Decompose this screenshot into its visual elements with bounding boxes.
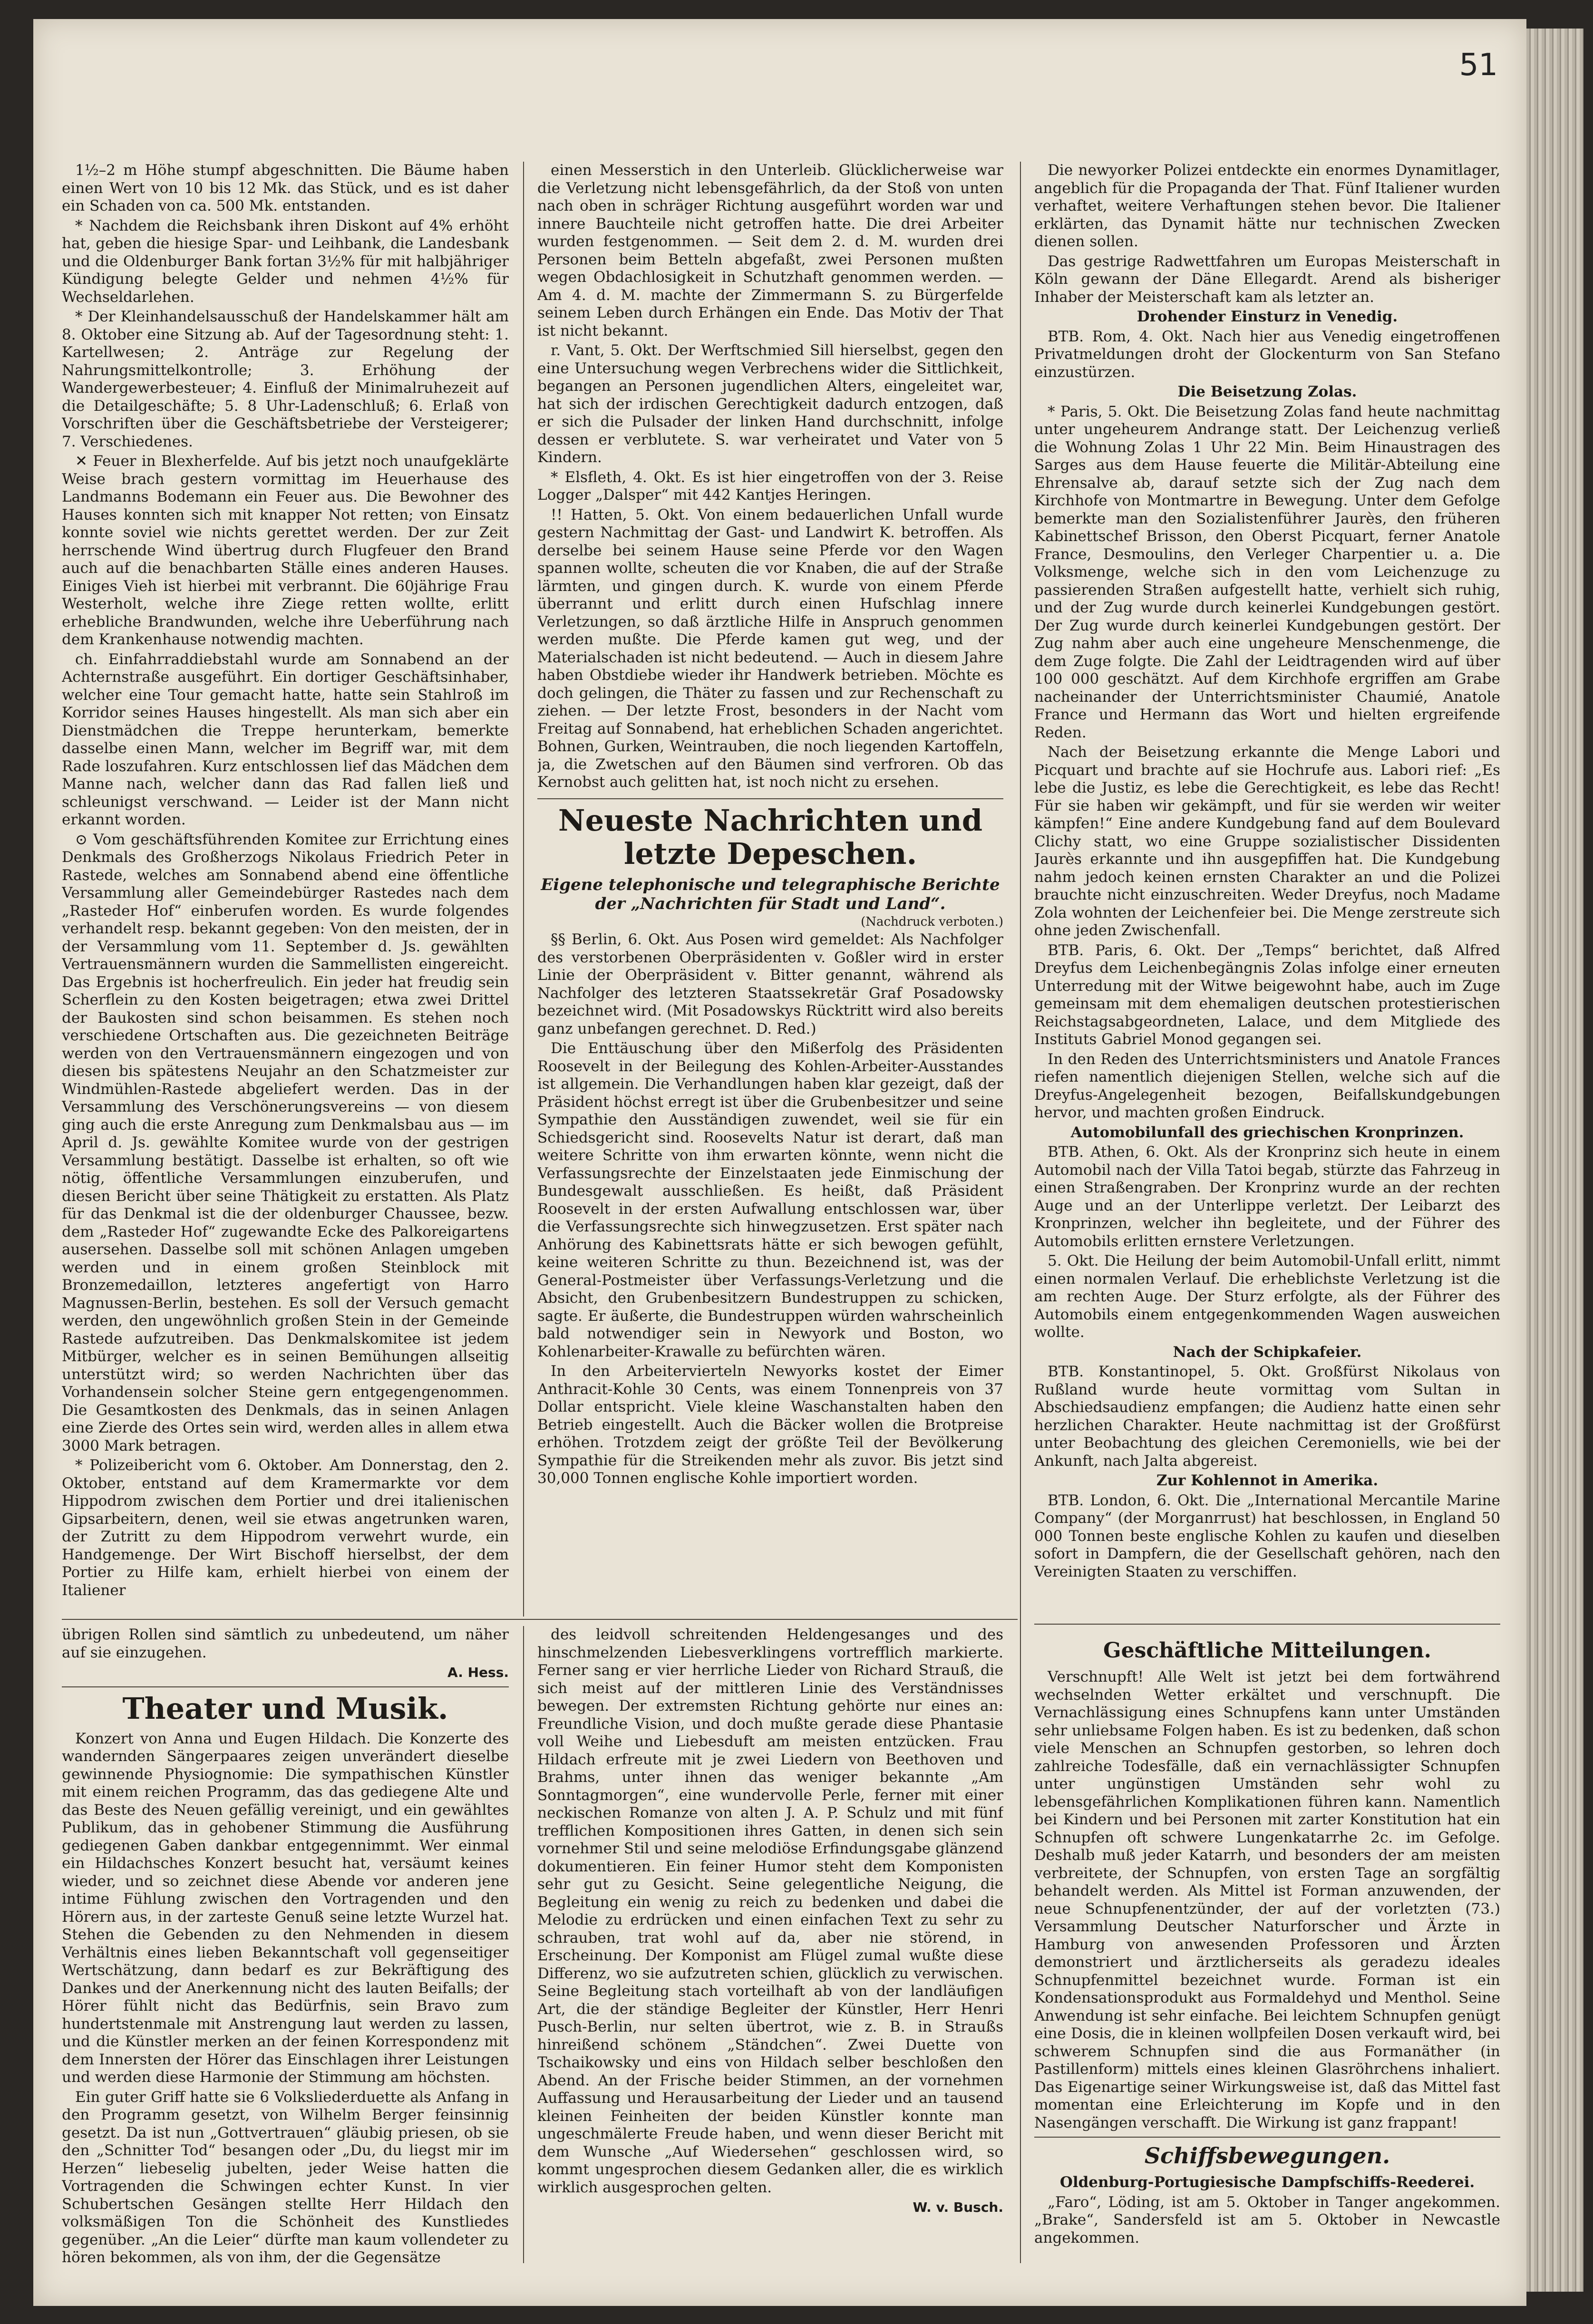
news-top-rule [537, 798, 1003, 799]
theater-signature: W. v. Busch. [913, 2199, 1003, 2215]
article-paragraph: * Nachdem die Reichsbank ihren Diskont auf 4% erhöht hat, geben die hiesige Spar- und Leihbank, die Landesbank und die Oldenburger Bank fortan 3½% für mit halbjähriger Kündigung belegte Gelder und nehmen 4½% für Wechseldarlehen. [62, 217, 509, 306]
ships-rule [1034, 2137, 1500, 2138]
theater-text-b [537, 1626, 1003, 2197]
article-paragraph: ch. Einfahrraddiebstahl wurde am Sonnabend an der Achternstraße ausgeführt. Ein dortiger Geschäftsinhaber, welcher eine Tour gemacht hatte, hatte sein Stahlroß im Korridor seines Hauses hingestellt. Als man sich aber ein Dienstmädchen die Treppe herunterkam, bemerkte dasselbe einen Mann, welcher im Begriff war, mit dem Rade loszufahren. Kurz entschlossen lief das Mädchen dem Manne nach, welcher dann das Rad fallen ließ und schleunigst verschwand. — Leider ist der Mann nicht erkannt worden. [62, 650, 509, 828]
ships-text: „Faro“, Löding, ist am 5. Oktober in Tanger angekommen. „Brake“, Sandersfeld ist am 5. Oktober in Newcastle angekommen. [1034, 2193, 1500, 2247]
news-dispatches [537, 931, 1003, 1488]
venice-report: BTB. Rom, 4. Okt. Nach hier aus Venedig eingetroffenen Privatmeldungen droht der Glockenturm von San Stefano einzustürzen. [1034, 328, 1500, 381]
article-paragraph: !! Hatten, 5. Okt. Von einem bedauerlichen Unfall wurde gestern Nachmittag der Gast- und Landwirt K. betroffen. Als derselbe bei seinem Hause seine Pferde vor den Wagen spannen wollte, scheuten die vor Knaben, die auf der Straße lärmten, und gingen durch. K. wurde von einem Pferde überrannt und erlitt durch einen Hufschlag innere Verletzungen, so daß ärztliche Hilfe in Anspruch genommen werden mußte. Die Pferde kamen gut weg, und der Materialschaden ist nicht bedeutend. — Auch in diesem Jahre haben Obstdiebe wieder ihr Handwerk betrieben. Möchte es doch gelingen, die Thäter zu fassen und zur Rechenschaft zu ziehen. — Der letzte Frost, besonders in der Nacht vom Freitag auf Sonnabend, hat erheblichen Schaden angerichtet. Bohnen, Gurken, Weintrauben, die noch liegenden Kartoffeln, ja, die Zwetschen auf den Bäumen sind verfroren. Ob das Kernobst auch gelitten hat, ist noch nicht zu ersehen. [537, 506, 1003, 791]
lower-section-rule [62, 1619, 1018, 1620]
business-top-rule [1034, 1624, 1500, 1625]
article-paragraph: r. Vant, 5. Okt. Der Werftschmied Sill hierselbst, gegen den eine Untersuchung wegen Verbrechens wider die Sittlichkeit, begangen an Personen jugendlichen Alters, eingeleitet war, hat sich der irdischen Gerechtigkeit dadurch entzogen, daß er sich die Pulsader der linken Hand durchschnitt, infolge dessen er verblutete. S. war verheiratet und Vater von 5 Kindern. [537, 342, 1003, 466]
newspaper-page [33, 19, 1526, 2306]
zola-heading: Die Beisetzung Zolas. [1177, 383, 1357, 400]
coal-heading: Zur Kohlennot in Amerika. [1156, 1472, 1379, 1489]
zola-paragraph: BTB. Paris, 6. Okt. Der „Temps“ berichtet, daß Alfred Dreyfus dem Leichenbegängnis Zolas infolge einer erneuten Unterredung mit der Witwe beigewohnt habe, auch im Zuge gemeinsam mit dem ehemaligen deutschen protestierischen Reichstagsabgeordneten, Lalace, und dem Mitgliede des Instituts Gabriel Monod gegangen sei. [1034, 941, 1500, 1048]
ships-title: Schiffsbewegungen. [1144, 2143, 1390, 2169]
news-section-title: Neueste Nachrichten und letzte Depeschen. [558, 803, 983, 871]
theater-column-a [62, 1626, 509, 2282]
page-edge [1526, 29, 1583, 2292]
theater-lead: übrigen Rollen sind sämtlich zu unbedeutend, um näher auf sie einzugehen. [62, 1626, 509, 1661]
news-section-subtitle: Eigene telephonische und telegraphische Berichte der „Nachrichten für Stadt und Land“. [541, 875, 1000, 913]
zola-reports [1034, 403, 1500, 1122]
business-title: Geschäftliche Mitteilungen. [1103, 1638, 1431, 1663]
news-dispatch: In den Arbeitervierteln Newyorks kostet der Eimer Anthracit-Kohle 30 Cents, was einem Tonnenpreis von 37 Dollar entspricht. Viele kleine Waschanstalten haben den Betrieb eingestellt. Auch die Bäcker wollen die Brotpreise erhöhen. Trotzdem zeigt der größte Teil der Bevölkerung Sympathie für die Streikenden mehr als zuvor. Bis jetzt sind 30,000 Tonnen englische Kohle importiert worden. [537, 1363, 1003, 1487]
zola-paragraph: Nach der Beisetzung erkannte die Menge Labori und Picquart und brachte auf sie Hochrufe aus. Labori rief: „Es lebe die Justiz, es lebe die Gerechtigkeit, es lebe das Recht! Für sie haben wir gekämpft, und für sie werden wir weiter kämpfen!“ Eine andere Kundgebung fand auf dem Boulevard Clichy statt, wo eine Gruppe sozialistischer Dissidenten Jaurès erkannte und ihn ausgepfiffen hat. Die Kundgebung nahm jedoch keinen ernsten Charakter an und die Polizei brauchte nicht einzuschreiten. Weder Dreyfus, noch Madame Zola wohnten der Leichenfeier bei. Die Menge zerstreute sich ohne jeden Zwischenfall. [1034, 744, 1500, 939]
business-column [1034, 1633, 1500, 2289]
column-2 [537, 162, 1003, 1617]
theater-paragraph: Konzert von Anna und Eugen Hildach. Die Konzerte des wandernden Sängerpaares zeigen unverändert dieselbe gewinnende Physiognomie: Die sympathischen Künstler mit einem reichen Programm, das das gediegene Alte und das Beste des Neuen gefällig vereinigt, und ein gewähltes Publikum, das in gehobener Stimmung die Ausführung gediegenen Gaben dankbar entgegennimmt. Wer einmal ein Hildachsches Konzert besucht hat, versäumt keines wieder, und so zeichnet diese Abende vor anderen jene intime Fühlung zwischen den Vortragenden und den Hörern aus, in der zarteste Genuß seine letzte Wurzel hat. Stehen die Gebenden zu den Nehmenden in diesem Verhältnis eines lieben Bekanntschaft voll gegenseitiger Wertschätzung, dann bedarf es zur Bekräftigung des Dankes und der Anerkennung nicht des lauten Beifalls; der Hörer fühlt nicht das Bedürfnis, sein Bravo zum hundertstenmale mit Anstrengung laut werden zu lassen, und die Künstler merken an der feinen Korrespondenz mit dem Innersten der Hörer das Einschlagen ihrer Leistungen und werden diese Harmonie der Stimmung am höchsten. [62, 1730, 509, 2086]
article-paragraph: 1½–2 m Höhe stumpf abgeschnitten. Die Bäume haben einen Wert von 10 bis 12 Mk. das Stück, und es ist daher ein Schaden von ca. 500 Mk. entstanden. [62, 162, 509, 214]
venice-heading: Drohender Einsturz in Venedig. [1136, 308, 1398, 325]
theater-text-a [62, 1730, 509, 2267]
column-1 [62, 162, 509, 1617]
theater-title: Theater und Musik. [122, 1691, 448, 1726]
business-text: Verschnupft! Alle Welt ist jetzt bei dem fortwährend wechselnden Wetter erkältet und verschnupft. Die Vernachlässigung eines Schnupfens kann unter Umständen sehr unliebsame Folgen haben. Es ist zu bedenken, daß schon viele Menschen an Schnupfen gestorben, so lehren doch zahlreiche Todesfälle, daß ein vernachlässigter Schnupfen unter ungünstigen Umständen sehr wohl zu lebensgefährlichen Komplikationen führen kann. Namentlich bei Kindern und bei Personen mit zarter Konstitution hat ein Schnupfen oft schwere Lungenkatarrhe 2c. im Gefolge. Deshalb muß jeder Katarrh, und besonders der am meisten verbreitete, der Schnupfen, von ersten Tage an sorgfältig behandelt werden. Als Mittel ist Forman anzuwenden, der neue Schnupfenentzünder, der auf der vorletzten (73.) Versammlung Deutscher Naturforscher und Ärzte in Hamburg von anwesenden Professoren und Ärzten demonstriert und ärztlicherseits als geradezu ideales Schnupfenmittel bezeichnet wurde. Forman ist ein Kondensationsprodukt aus Formaldehyd und Menthol. Seine Anwendung ist sehr einfache. Bei leichtem Schnupfen genügt eine Dosis, die in kleinen wollpfeilen Dosen verkauft wird, bei schwerem Schnupfen sind die aus Formanäther (in Pastillenform) mittels eines kleinen Glasröhrchens inhaliert. Das Eigenartige seiner Wirkungsweise ist, daß das Mittel fast momentan eine Erleichterung im Kopfe und in den Nasengängen verschafft. Die Wirkung ist ganz frappant! [1034, 1668, 1500, 2131]
column-divider-2 [1020, 162, 1021, 2263]
ships-company: Oldenburg-Portugiesische Dampfschiffs-Reederei. [1059, 2174, 1475, 2191]
column-divider-1 [523, 162, 524, 1617]
article-paragraph: * Elsfleth, 4. Okt. Es ist hier eingetroffen von der 3. Reise Logger „Dalsper“ mit 442 Kantjes Heringen. [537, 468, 1003, 504]
article-paragraph: Die newyorker Polizei entdeckte ein enormes Dynamitlager, angeblich für die Propaganda der That. Fünf Italiener wurden verhaftet, weitere Verhaftungen stehen bevor. Die Italiener erklärten, das Dynamit hätte nur technischen Zwecken dienen sollen. [1034, 162, 1500, 250]
auto-accident-paragraph: 5. Okt. Die Heilung der beim Automobil-Unfall erlitt, nimmt einen normalen Verlauf. Die erheblichste Verletzung ist die am rechten Auge. Der Sturz erfolgte, als der Führer des Automobils einem entgegenkommenden Wagen ausweichen wollte. [1034, 1252, 1500, 1341]
article-paragraph: Das gestrige Radwettfahren um Europas Meisterschaft in Köln gewann der Däne Ellegardt. Arend als bisheriger Inhaber der Meisterschaft kam als letzter an. [1034, 252, 1500, 306]
article-paragraph: einen Messerstich in den Unterleib. Glücklicherweise war die Verletzung nicht lebensgefährlich, da der Stoß von unten nach oben in schräger Richtung ausgeführt worden war und innere Bauchteile nicht getroffen hatte. Die drei Arbeiter wurden festgenommen. — Seit dem 2. d. M. wurden drei Personen beim Betteln abgefaßt, zwei Personen mußten wegen Obdachlosigkeit in Schutzhaft genommen werden. — Am 4. d. M. machte der Zimmermann S. zu Bürgerfelde seinem Leben durch Erhängen ein Ende. Das Motiv der That ist nicht bekannt. [537, 162, 1003, 339]
auto-accident-reports [1034, 1143, 1500, 1342]
column-3 [1034, 162, 1500, 1617]
article-paragraph: ✕ Feuer in Blexherfelde. Auf bis jetzt noch unaufgeklärte Weise brach gestern vormittag im Heuerhause des Landmanns Bodemann ein Feuer aus. Die Bewohner des Hauses konnten sich mit knapper Not retten; von Einsatz konnte soviel wie nichts gerettet werden. Der zur Zeit herrschende Wind übertrug durch Flugfeuer den Brand auch auf die benachbarten Ställe eines anderen Hauses. Einiges Vieh ist hierbei mit verbrannt. Die 60jährige Frau Westerholt, welche ihre Ziege retten wollte, erlitt erhebliche Brandwunden, welche ihre Ueberführung nach dem Krankenhause notwendig machten. [62, 453, 509, 648]
article-paragraph: * Polizeibericht vom 6. Oktober. Am Donnerstag, den 2. Oktober, entstand auf dem Kramermarkte vor dem Hippodrom zwischen dem Portier und drei italienischen Gipsarbeitern, denen, weil sie etwas angetrunken waren, der Zutritt zu dem Hippodrom verwehrt wurde, ein Handgemenge. Der Wirt Bischoff hierselbst, der dem Portier zu Hilfe kam, erhielt hierbei von einem der Italiener [62, 1457, 509, 1599]
zola-paragraph: In den Reden des Unterrichtsministers und Anatole Frances riefen namentlich diejenigen Stellen, welche sich auf die Dreyfus-Angelegenheit bezogen, Beifallskundgebungen hervor, und machten großen Eindruck. [1034, 1050, 1500, 1121]
coal-report: BTB. London, 6. Okt. Die „International Mercantile Marine Company“ (der Morganrrust) hat beschlossen, in England 50 000 Tonnen beste englische Kohlen zu kaufen und dieselben sofort in Dampfern, die der Gesellschaft gehören, nach den Vereinigten Staaten zu verschiffen. [1034, 1491, 1500, 1580]
article-paragraph: * Der Kleinhandelsausschuß der Handelskammer hält am 8. Oktober eine Sitzung ab. Auf der Tagesordnung steht: 1. Kartellwesen; 2. Anträge zur Regelung der Nahrungsmittelkontrolle; 3. Erhöhung der Wandergewerbesteuer; 4. Einfluß der Minimalruhezeit auf die Detailgeschäfte; 5. 8 Uhr-Ladenschluß; 6. Erlaß von Vorschriften über die Geschäftsbetriebe der Versteigerer; 7. Verschiedenes. [62, 308, 509, 450]
news-dispatch: Die Enttäuschung über den Mißerfolg des Präsidenten Roosevelt in der Beilegung des Kohlen-Arbeiter-Ausstandes ist allgemein. Die Verhandlungen haben klar gezeigt, daß der Präsident höchst erregt ist über die Grubenbesitzer und seine Sympathie den Ausständigen zuwendet, weil sie für ein Schiedsgericht sind. Roosevelts Natur ist derart, daß man weitere Schritte von ihm erwarten könnte, wenn nicht die Verfassungsrechte der Einzelstaaten jede Einmischung der Bundesgewalt ausschließen. Es heißt, daß Präsident Roosevelt in der ersten Aufwallung entschlossen war, über die Verfassungsrechte sich hinwegzusetzen. Erst später nach Anhörung des Kabinettsrats hätte er sich bewogen gefühlt, keine weiteren Schritte zu thun. Bezeichnend ist, was der General-Postmeister über Verfassungs-Verletzung und die Absicht, den Grubenbesitzern Bundestruppen zu schicken, sagte. Er äußerte, die Bundestruppen würden wahrscheinlich bald notwendiger sein in Newyork und Boston, wo Kohlenarbeiter-Krawalle zu befürchten wären. [537, 1040, 1003, 1360]
lead-signature: A. Hess. [447, 1665, 509, 1680]
auto-accident-heading: Automobilunfall des griechischen Kronprinzen. [1070, 1123, 1464, 1141]
article-paragraph: ⊙ Vom geschäftsführenden Komitee zur Errichtung eines Denkmals des Großherzogs Nikolaus Friedrich Peter in Rastede, welches am Sonnabend abend eine öffentliche Versammlung aller Gemeindebürger Rastedes nach dem „Rasteder Hof“ einberufen worden. Es wurde folgendes verhandelt resp. bekannt gegeben: Von den meisten, der in der Versammlung vom 11. September d. Js. gewählten Vertrauensmännern wurden die Sammellisten eingereicht. Das Ergebnis ist hocherfreulich. Ein jeder hat freudig sein Scherflein zu den Kosten beigetragen; etwa zwei Drittel der Baukosten sind schon beisammen. Es stehen noch verschiedene Ortschaften aus. Die gezeichneten Beiträge werden von den Vertrauensmännern eingezogen und von diesen bis spätestens Neujahr an den Schatzmeister zur Windmühlen-Rastede abgeliefert werden. Das in der Versammlung des Verschönerungsvereins — von diesem ging auch die erste Anregung zum Denkmalsbau aus — im April d. Js. gewählte Komitee wurde von der gestrigen Versammlung bestätigt. Dasselbe ist erhalten, so oft wie nötig, öffentliche Versammlungen einzuberufen, und diesen Bericht über seine Thätigkeit zu erstatten. Als Platz für das Denkmal ist die der oldenburger Chaussee, bezw. dem „Rasteder Hof“ zugewandte Ecke des Palkoreigartens ausersehen. Dasselbe soll mit schönen Anlagen umgeben werden und in einem großen Steinblock mit Bronzemedaillon, letzteres angefertigt von Harro Magnussen-Berlin, bestehen. Es soll der Versuch gemacht werden, den ungewöhnlich großen Stein in der Gemeinde Rastede aufzutreiben. Das Denkmalskomitee ist jedem Mitbürger, welcher es in seinen Bemühungen allseitig unterstützt wird; so werden Nachrichten über das Vorhandensein solcher Steine gern entgegengenommen. Die Gesamtkosten des Denkmals, das in seinen Anlagen eine Zierde des Ortes sein wird, werden alles in allem etwa 3000 Mark betragen. [62, 831, 509, 1454]
theater-paragraph: des leidvoll schreitenden Heldengesanges und des hinschmelzenden Liebesverklingens vortrefflich markierte. Ferner sang er vier herrliche Lieder von Richard Strauß, die sich meist auf der mittleren Linie des Verständnisses bewegen. Der extremsten Richtung gehörte nur eines an: Freundliche Vision, und doch mußte gerade diese Phantasie voll Weihe und Liebesduft am meisten entzücken. Frau Hildach erfreute mit je zwei Liedern von Beethoven und Brahms, unter ihnen das weniger bekannte „Am Sonntagmorgen“, eine wundervolle Perle, ferner mit einer neckischen Romanze von alten J. A. P. Schulz und mit fünf trefflichen Kompositionen ihres Gatten, in denen sich sein vornehmer Stil und seine melodiöse Erfindungsgabe glänzend dokumentieren. Ein feiner Humor steht dem Komponisten sehr gut zu Gesicht. Seine gelegentliche Neigung, die Begleitung ein wenig zu reich zu bedenken und dabei die Melodie zu erdrücken und einen einfachen Text zu sehr zu schrauben, trat wohl auf da, aber nie störend, in Erscheinung. Der Komponist am Flügel zumal wußte diese Differenz, wo sie aufzutreten schien, glücklich zu verwischen. Seine Begleitung stach vorteilhaft ab von der landläufigen Art, die der ständige Begleiter der Künstler, Herr Henri Pusch-Berlin, nur selten übertrot, wie z. B. in Straußs hinreißend schönem „Ständchen“. Zwei Duette von Tschaikowsky und eins von Hildach selber beschloßen den Abend. An der Frische beider Stimmen, an der vornehmen Auffassung und Herausarbeitung der Lieder und an tausend kleinen Feinheiten der beiden Künstler konnte man ungeschmälerte Freude haben, und wenn dieser Bericht mit dem Wunsche „Auf Wiedersehen“ geschlossen wird, so kommt ungesprochen diesem Gedanken aller, die es wirklich wirklich ausgesprochen gelten. [537, 1626, 1003, 2196]
zola-paragraph: * Paris, 5. Okt. Die Beisetzung Zolas fand heute nachmittag unter ungeheurem Andrange statt. Der Leichenzug verließ die Wohnung Zolas 1 Uhr 22 Min. Beim Hinaustragen des Sarges aus dem Hause feuerte die Militär-Abteilung eine Ehrensalve ab, darauf setzte sich der Zug nach dem Kirchhofe von Montmartre in Bewegung. Unter dem Gefolge bemerkte man den Sozialistenführer Jaurès, den früheren Kabinettschef Brisson, den Oberst Picquart, ferner Anatole France, Desmoulins, den Verleger Charpentier u. a. Die Volksmenge, welche sich in den vom Leichenzuge zu passierenden Straßen aufgestellt hatte, verhielt sich ruhig, und der Zug wurde durch keinerlei Kundgebungen gestört. Der Zug wurde durch keinerlei Kundgebungen gestört. Der Zug nahm aber auch eine ungeheure Menschenmenge, die dem Zuge folgte. Die Zahl der Leidtragenden wird auf über 100 000 geschätzt. Auf dem Kirchhofe ergriffen am Grabe nacheinander der Unterrichtsminister Chaumié, Anatole France und Hermann das Wort und hielten ergreifende Reden. [1034, 403, 1500, 741]
theater-rule [62, 1686, 509, 1687]
dynamite-and-cycling [1034, 162, 1500, 306]
page-number: 51 [1459, 48, 1498, 83]
reprint-note: (Nachdruck verboten.) [861, 914, 1003, 929]
schipka-heading: Nach der Schipkafeier. [1173, 1343, 1362, 1361]
schipka-report: BTB. Konstantinopel, 5. Okt. Großfürst Nikolaus von Rußland wurde heute vormittag vom Sultan in Abschiedsaudienz empfangen; die Audienz hatte einen sehr herzlichen Charakter. Heute nachmittag ist der Großfürst unter Beobachtung des gleichen Ceremoniells, wie bei der Ankunft, nach Jalta abgereist. [1034, 1363, 1500, 1470]
auto-accident-paragraph: BTB. Athen, 6. Okt. Als der Kronprinz sich heute in einem Automobil nach der Villa Tatoi begab, stürzte das Fahrzeug in einen Straßengraben. Der Kronprinz wurde an der rechten Auge und an der Unterlippe verletzt. Der Leibarzt des Kronprinzen, welcher ihn begleitete, und der Führer des Automobils erlitten ernstere Verletzungen. [1034, 1143, 1500, 1250]
news-dispatch: §§ Berlin, 6. Okt. Aus Posen wird gemeldet: Als Nachfolger des verstorbenen Oberpräsidenten v. Goßler wird in erster Linie der Oberpräsident v. Bitter genannt, während als Nachfolger des letzteren Staatssekretär Graf Posadowsky bezeichnet wird. (Mit Posadowskys Rücktritt wird also bereits ganz unbefangen gerechnet. D. Red.) [537, 931, 1003, 1037]
theater-paragraph: Ein guter Griff hatte sie 6 Volksliederduette als Anfang in den Programm gesetzt, von Wilhelm Berger feinsinnig gesetzt. Da ist nun „Gottvertrauen“ gläubig priesen, ob sie den „Schnitter Tod“ besangen oder „Du, du liegst mir im Herzen“ liebeselig jubelten, jeder Weise hatten die Vortragenden die Schwingen echter Kunst. In vier Schubertschen Gesängen stellte Herr Hildach den volksmäßigen Ton die Schönheit des Kunstliedes gegenüber. „An die Leier“ dürfte man kaum vollendeter zu hören bekommen, als von ihm, der die Gegensätze [62, 2088, 509, 2266]
column-2-local-news [537, 162, 1003, 792]
theater-column-b [537, 1626, 1003, 2282]
column-divider-theater [523, 1626, 524, 2263]
